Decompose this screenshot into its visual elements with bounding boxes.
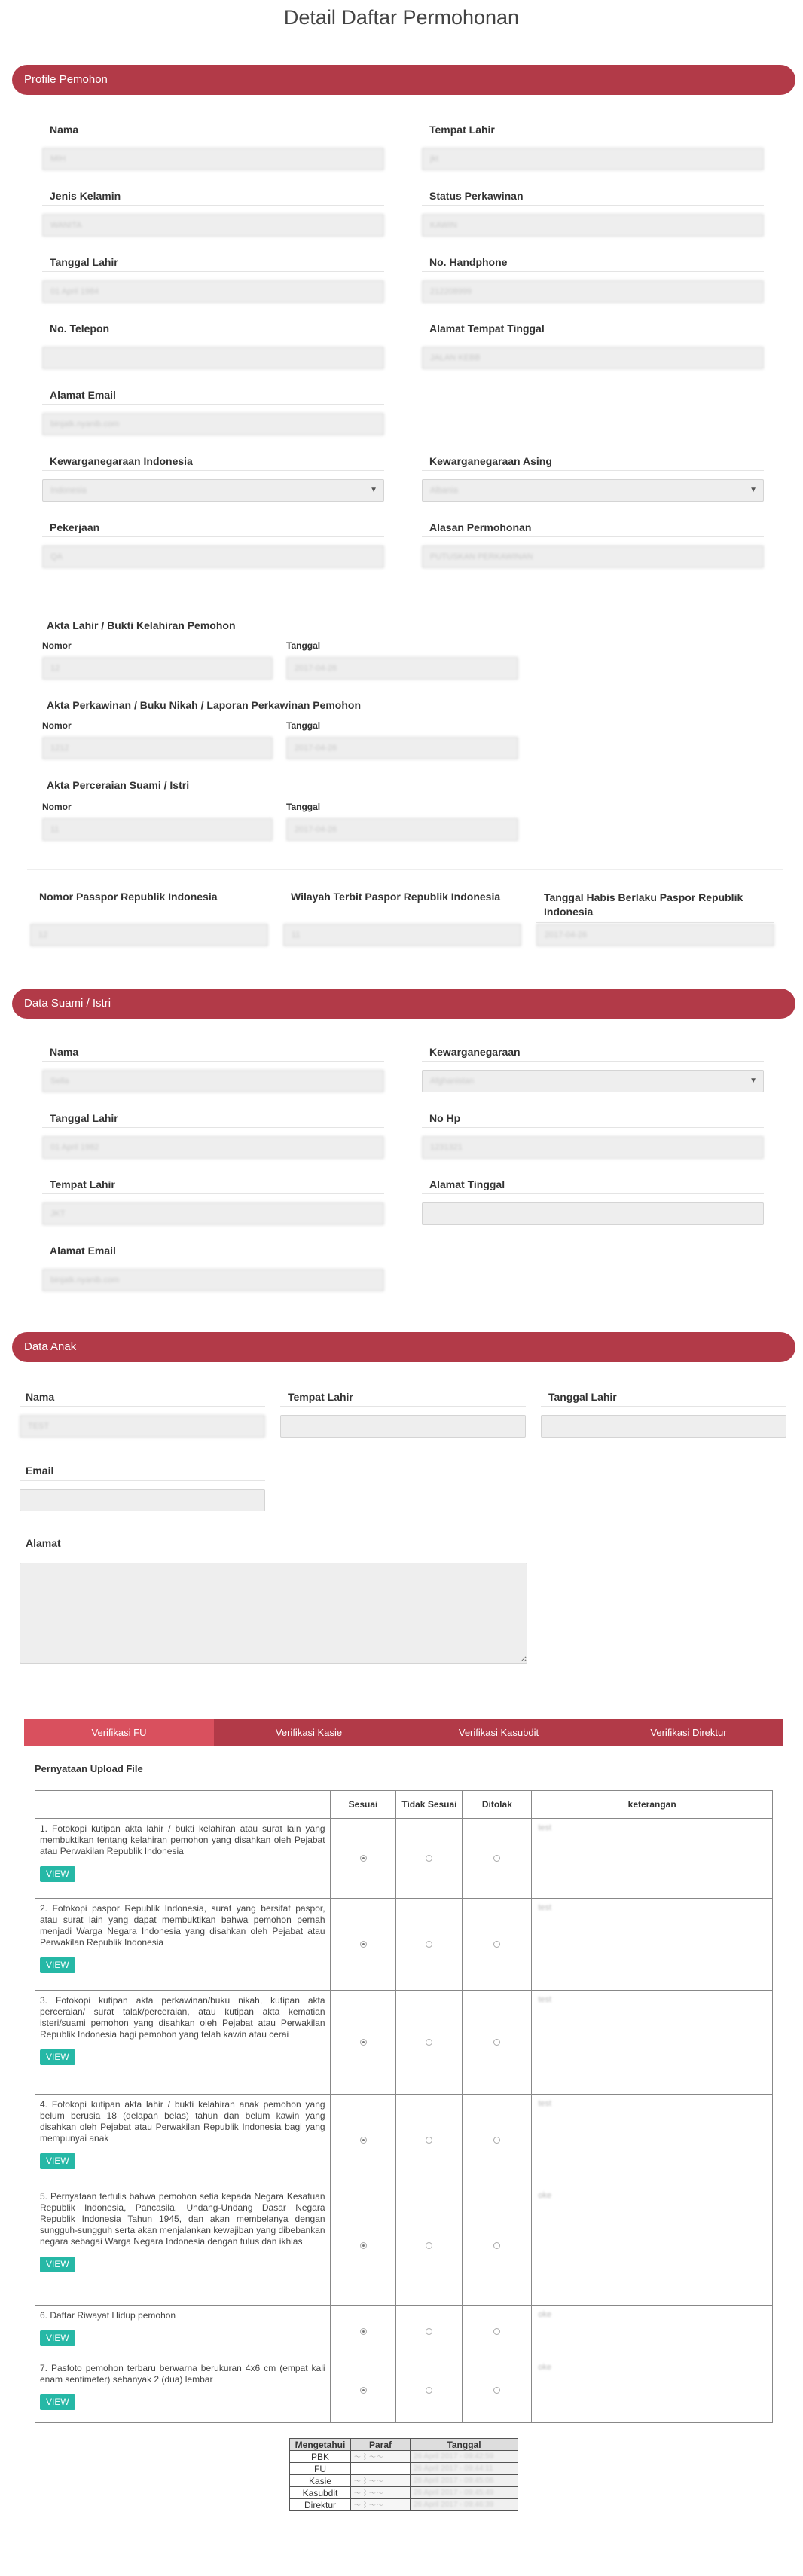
radio-tidak-sesuai[interactable] bbox=[426, 2387, 432, 2394]
signature-date-text: 26 April 2017 - 09:44:11 bbox=[414, 2464, 493, 2473]
radio-sesuai[interactable] bbox=[360, 1941, 367, 1948]
wilayah-paspor-input[interactable]: 11 bbox=[283, 924, 521, 946]
keterangan-cell[interactable] bbox=[532, 1899, 773, 1991]
page-title: Detail Daftar Permohonan bbox=[283, 6, 520, 29]
header-paraf: Paraf bbox=[351, 2439, 411, 2451]
table-row bbox=[35, 2095, 773, 2186]
radio-tidak-sesuai[interactable] bbox=[426, 2039, 432, 2046]
nomor-passpor-input[interactable]: 12 bbox=[30, 924, 268, 946]
alamat-tempat-tinggal-input[interactable]: JALAN KEBB bbox=[422, 347, 764, 369]
table-row bbox=[290, 2487, 518, 2499]
separator bbox=[42, 536, 384, 537]
label-spouse-nama: Nama bbox=[50, 1046, 79, 1058]
signature-date bbox=[411, 2499, 518, 2511]
separator bbox=[20, 1480, 265, 1481]
separator bbox=[422, 1193, 764, 1194]
tab-verifikasi-direktur[interactable]: Verifikasi Direktur bbox=[650, 1727, 727, 1738]
divider bbox=[27, 869, 783, 870]
table-row bbox=[35, 2306, 773, 2358]
keterangan-cell[interactable] bbox=[532, 2306, 773, 2358]
section-header-spouse: Data Suami / Istri bbox=[12, 989, 795, 1019]
label-akta-perkawinan: Akta Perkawinan / Buku Nikah / Laporan Perkawinan Pemohon bbox=[47, 699, 361, 711]
label-tanggal: Tanggal bbox=[286, 720, 321, 731]
radio-ditolak[interactable] bbox=[493, 1855, 500, 1862]
table-row bbox=[35, 1899, 773, 1991]
view-button[interactable]: VIEW bbox=[40, 2330, 75, 2346]
separator bbox=[42, 271, 384, 272]
tab-verifikasi-kasubdit[interactable]: Verifikasi Kasubdit bbox=[458, 1727, 539, 1738]
view-button[interactable]: VIEW bbox=[40, 2394, 75, 2410]
radio-sesuai[interactable] bbox=[360, 1855, 367, 1862]
doc-cell bbox=[35, 2306, 331, 2358]
label-spouse-kewarganegaraan: Kewarganegaraan bbox=[429, 1046, 521, 1058]
verification-tabs bbox=[24, 1719, 783, 1746]
separator bbox=[422, 1061, 764, 1062]
spouse-kewarganegaraan-select[interactable] bbox=[422, 1070, 764, 1092]
table-row bbox=[290, 2451, 518, 2463]
akta-perkawinan-nomor-input[interactable]: 1212 bbox=[42, 737, 273, 759]
keterangan-cell[interactable] bbox=[532, 2095, 773, 2186]
label-child-alamat: Alamat bbox=[26, 1537, 61, 1549]
table-row bbox=[35, 2358, 773, 2423]
nama-input[interactable]: MIH bbox=[42, 148, 384, 170]
signature-paraf-icon: ～⌇～～ bbox=[351, 2475, 411, 2487]
label-alasan-permohonan: Alasan Permohonan bbox=[429, 521, 532, 533]
akta-lahir-tanggal-input[interactable]: 2017-04-26 bbox=[286, 657, 518, 680]
doc-text: 2. Fotokopi paspor Republik Indonesia, surat yang bersifat paspor, atau surat lain yang dapat membuktikan bahwa pemohon pernah menjadi Warga Negara Indonesia yang disahkan oleh Pejabat atau Perwakilan Republik Indonesia bbox=[40, 1903, 325, 1948]
view-button[interactable]: VIEW bbox=[40, 1957, 75, 1973]
label-tempat-lahir: Tempat Lahir bbox=[429, 124, 495, 136]
signature-paraf-icon: ～⌇～～ bbox=[351, 2451, 411, 2463]
separator bbox=[42, 404, 384, 405]
label-wilayah-paspor: Wilayah Terbit Paspor Republik Indonesia bbox=[291, 891, 501, 903]
radio-tidak-sesuai[interactable] bbox=[426, 2137, 432, 2144]
radio-sesuai[interactable] bbox=[360, 2039, 367, 2046]
tab-verifikasi-fu[interactable]: Verifikasi FU bbox=[24, 1719, 214, 1746]
doc-cell bbox=[35, 2095, 331, 2186]
child-tempat-lahir-input[interactable] bbox=[280, 1415, 526, 1438]
label-child-nama: Nama bbox=[26, 1391, 55, 1403]
tab-verifikasi-kasie[interactable]: Verifikasi Kasie bbox=[275, 1727, 343, 1738]
table-row bbox=[290, 2463, 518, 2475]
separator bbox=[422, 271, 764, 272]
jenis-kelamin-input[interactable]: WANITA bbox=[42, 214, 384, 237]
upload-title: Pernyataan Upload File bbox=[35, 1763, 143, 1774]
keterangan-text: test bbox=[538, 1903, 552, 1912]
child-tanggal-lahir-input[interactable] bbox=[541, 1415, 786, 1438]
chevron-down-icon: ▼ bbox=[750, 486, 757, 494]
radio-sesuai[interactable] bbox=[360, 2328, 367, 2335]
doc-cell bbox=[35, 1819, 331, 1899]
kewarganegaraan-indonesia-select[interactable] bbox=[42, 479, 384, 502]
tempat-lahir-input[interactable]: jkt bbox=[422, 148, 764, 170]
separator bbox=[422, 205, 764, 206]
radio-tidak-sesuai[interactable] bbox=[426, 2242, 432, 2249]
spouse-kewarganegaraan-value: Afghanistan bbox=[430, 1077, 475, 1086]
spouse-alamat-email-input[interactable]: binjatk.nyanib.com bbox=[42, 1269, 384, 1291]
doc-text: 3. Fotokopi kutipan akta perkawinan/buku nikah, kutipan akta perceraian/ surat talak/perceraian, atau kutipan akta kematian isteri/suami pemohon yang disahkan oleh Pejabat atau Perwakilan Republik Indonesia bagi pemohon yang telah kawin atau cerai bbox=[40, 1995, 325, 2040]
label-no-handphone: No. Handphone bbox=[429, 256, 508, 268]
spouse-tempat-lahir-input[interactable]: JKT bbox=[42, 1202, 384, 1225]
keterangan-cell[interactable] bbox=[532, 1819, 773, 1899]
view-button[interactable]: VIEW bbox=[40, 2049, 75, 2065]
akta-perceraian-nomor-input[interactable]: 11 bbox=[42, 818, 273, 841]
header-ditolak: Ditolak bbox=[463, 1791, 532, 1819]
radio-tidak-sesuai[interactable] bbox=[426, 1941, 432, 1948]
label-tanggal: Tanggal bbox=[286, 640, 321, 651]
doc-text: 5. Pernyataan tertulis bahwa pemohon setia kepada Negara Kesatuan Republik Indonesia, Pancasila, Undang-Undang Dasar Negara Republik Indonesia Tahun 1945, dan akan membelanya dengan sungguh-sungguh serta akan menjalankan kewajiban yang dibebankan negara sebagai Warga Negara Indonesia dengan tulus dan ikhlas bbox=[40, 2191, 325, 2247]
alamat-email-input[interactable]: binjatk.nyanib.com bbox=[42, 413, 384, 435]
child-nama-input[interactable]: TEST bbox=[20, 1415, 265, 1438]
signature-date bbox=[411, 2487, 518, 2499]
radio-ditolak[interactable] bbox=[493, 2328, 500, 2335]
signature-paraf-icon: ～⌇～～ bbox=[351, 2499, 411, 2511]
signature-date-text: 26 April 2017 - 09:45:06 bbox=[414, 2477, 494, 2485]
keterangan-text: test bbox=[538, 1823, 552, 1832]
label-spouse-alamat-email: Alamat Email bbox=[50, 1245, 116, 1257]
view-button[interactable]: VIEW bbox=[40, 1866, 75, 1882]
label-tanggal: Tanggal bbox=[286, 802, 321, 812]
signature-date bbox=[411, 2451, 518, 2463]
doc-text: 7. Pasfoto pemohon terbaru berwarna berukuran 4x6 cm (empat kali enam sentimeter) sebanyak 2 (dua) lembar bbox=[40, 2363, 325, 2385]
table-row bbox=[290, 2475, 518, 2487]
signature-paraf-icon: ～⌇～～ bbox=[351, 2487, 411, 2499]
pekerjaan-input[interactable]: QA bbox=[42, 545, 384, 568]
akta-lahir-nomor-input[interactable]: 12 bbox=[42, 657, 273, 680]
radio-ditolak[interactable] bbox=[493, 2387, 500, 2394]
signature-role: Direktur bbox=[290, 2499, 351, 2511]
label-child-tanggal-lahir: Tanggal Lahir bbox=[548, 1391, 617, 1403]
header-tanggal: Tanggal bbox=[411, 2439, 518, 2451]
kewarganegaraan-asing-value: Albania bbox=[430, 486, 458, 495]
kewarganegaraan-asing-select[interactable] bbox=[422, 479, 764, 502]
label-child-tempat-lahir: Tempat Lahir bbox=[288, 1391, 353, 1403]
signature-paraf-icon bbox=[351, 2463, 411, 2475]
no-handphone-input[interactable]: 212208999 bbox=[422, 280, 764, 303]
keterangan-cell[interactable] bbox=[532, 2358, 773, 2423]
label-akta-perceraian: Akta Perceraian Suami / Istri bbox=[47, 779, 190, 791]
separator bbox=[422, 470, 764, 471]
radio-ditolak[interactable] bbox=[493, 2242, 500, 2249]
label-nomor: Nomor bbox=[42, 802, 72, 812]
label-pekerjaan: Pekerjaan bbox=[50, 521, 100, 533]
view-button[interactable]: VIEW bbox=[40, 2153, 75, 2169]
keterangan-text: oke bbox=[538, 2363, 552, 2372]
keterangan-text: oke bbox=[538, 2191, 552, 2200]
label-nama: Nama bbox=[50, 124, 79, 136]
keterangan-cell[interactable] bbox=[532, 2186, 773, 2306]
tanggal-habis-paspor-input[interactable]: 2017-04-26 bbox=[536, 924, 774, 946]
radio-tidak-sesuai[interactable] bbox=[426, 2328, 432, 2335]
signature-date bbox=[411, 2475, 518, 2487]
separator bbox=[42, 1127, 384, 1128]
signature-date bbox=[411, 2463, 518, 2475]
separator bbox=[541, 1406, 786, 1407]
keterangan-text: oke bbox=[538, 2310, 552, 2319]
view-button[interactable]: VIEW bbox=[40, 2257, 75, 2272]
label-akta-lahir: Akta Lahir / Bukti Kelahiran Pemohon bbox=[47, 619, 236, 631]
label-tanggal-lahir: Tanggal Lahir bbox=[50, 256, 118, 268]
doc-cell bbox=[35, 1991, 331, 2095]
doc-cell bbox=[35, 2358, 331, 2423]
label-tanggal-habis-paspor: Tanggal Habis Berlaku Paspor Republik Indonesia bbox=[544, 891, 743, 918]
spouse-nama-input[interactable]: Sella bbox=[42, 1070, 384, 1092]
verification-table bbox=[35, 1790, 773, 2423]
status-perkawinan-input[interactable]: KAWIN bbox=[422, 214, 764, 237]
table-row bbox=[290, 2499, 518, 2511]
keterangan-cell[interactable] bbox=[532, 1991, 773, 2095]
label-spouse-tempat-lahir: Tempat Lahir bbox=[50, 1178, 115, 1190]
tanggal-lahir-input[interactable]: 01 April 1984 bbox=[42, 280, 384, 303]
chevron-down-icon: ▼ bbox=[750, 1077, 757, 1085]
doc-text: 4. Fotokopi kutipan akta lahir / bukti kelahiran anak pemohon yang belum berusia 18 (delapan belas) tahun dan belum kawin yang disahkan oleh Pejabat atau Perwakilan Republik Indonesia bagi yang mempunyai anak bbox=[40, 2099, 325, 2144]
label-spouse-tanggal-lahir: Tanggal Lahir bbox=[50, 1112, 118, 1124]
label-no-telepon: No. Telepon bbox=[50, 322, 110, 335]
section-header-child: Data Anak bbox=[12, 1332, 795, 1362]
table-row bbox=[35, 2186, 773, 2306]
spouse-tanggal-lahir-input[interactable]: 01 April 1982 bbox=[42, 1136, 384, 1159]
akta-perceraian-tanggal-input[interactable]: 2017-04-26 bbox=[286, 818, 518, 841]
section-header-profile: Profile Pemohon bbox=[12, 65, 795, 95]
signature-date-text: 26 April 2017 - 09:45:49 bbox=[414, 2489, 494, 2497]
header-mengetahui: Mengetahui bbox=[290, 2439, 351, 2451]
doc-cell bbox=[35, 2186, 331, 2306]
label-spouse-alamat-tinggal: Alamat Tinggal bbox=[429, 1178, 505, 1190]
signature-role: PBK bbox=[290, 2451, 351, 2463]
separator bbox=[42, 205, 384, 206]
child-email-input[interactable] bbox=[20, 1489, 265, 1511]
separator bbox=[280, 1406, 526, 1407]
separator bbox=[422, 1127, 764, 1128]
radio-sesuai[interactable] bbox=[360, 2242, 367, 2249]
label-nomor-passpor: Nomor Passpor Republik Indonesia bbox=[39, 891, 218, 903]
radio-ditolak[interactable] bbox=[493, 2137, 500, 2144]
signature-role: FU bbox=[290, 2463, 351, 2475]
separator bbox=[536, 922, 774, 923]
signature-date-text: 26 April 2017 - 09:42:59 bbox=[414, 2452, 494, 2461]
radio-tidak-sesuai[interactable] bbox=[426, 1855, 432, 1862]
kewarganegaraan-indonesia-value: Indonesia bbox=[50, 486, 87, 495]
chevron-down-icon: ▼ bbox=[370, 486, 377, 494]
akta-perkawinan-tanggal-input[interactable]: 2017-04-26 bbox=[286, 737, 518, 759]
doc-text: 1. Fotokopi kutipan akta lahir / bukti kelahiran atau surat lain yang membuktikan tentang kelahiran pemohon yang disahkan oleh Pejabat atau Perwakilan Republik Indonesia bbox=[40, 1823, 325, 1856]
label-status-perkawinan: Status Perkawinan bbox=[429, 190, 524, 202]
separator bbox=[42, 1061, 384, 1062]
header-sesuai: Sesuai bbox=[330, 1791, 396, 1819]
spouse-alamat-tinggal-input[interactable] bbox=[422, 1202, 764, 1225]
child-alamat-textarea[interactable] bbox=[20, 1563, 527, 1664]
radio-ditolak[interactable] bbox=[493, 2039, 500, 2046]
signature-role: Kasie bbox=[290, 2475, 351, 2487]
separator bbox=[42, 470, 384, 471]
separator bbox=[422, 536, 764, 537]
doc-cell bbox=[35, 1899, 331, 1991]
header-dokumen bbox=[35, 1791, 331, 1819]
label-nomor: Nomor bbox=[42, 720, 72, 731]
table-row bbox=[35, 1819, 773, 1899]
label-child-email: Email bbox=[26, 1465, 54, 1477]
radio-sesuai[interactable] bbox=[360, 2137, 367, 2144]
separator bbox=[20, 1406, 265, 1407]
label-jenis-kelamin: Jenis Kelamin bbox=[50, 190, 121, 202]
no-telepon-input[interactable] bbox=[42, 347, 384, 369]
radio-sesuai[interactable] bbox=[360, 2387, 367, 2394]
separator bbox=[42, 1193, 384, 1194]
header-keterangan: keterangan bbox=[532, 1791, 773, 1819]
keterangan-text: test bbox=[538, 2099, 552, 2108]
label-nomor: Nomor bbox=[42, 640, 72, 651]
keterangan-text: test bbox=[538, 1995, 552, 2004]
header-tidak-sesuai: Tidak Sesuai bbox=[396, 1791, 463, 1819]
doc-text: 6. Daftar Riwayat Hidup pemohon bbox=[40, 2310, 176, 2321]
label-kewarganegaraan-asing: Kewarganegaraan Asing bbox=[429, 455, 552, 467]
signature-table bbox=[289, 2438, 518, 2511]
spouse-no-hp-input[interactable]: 1231321 bbox=[422, 1136, 764, 1159]
radio-ditolak[interactable] bbox=[493, 1941, 500, 1948]
signature-role: Kasubdit bbox=[290, 2487, 351, 2499]
signature-date-text: 26 April 2017 - 09:46:39 bbox=[414, 2501, 494, 2509]
table-row bbox=[35, 1991, 773, 2095]
label-kewarganegaraan-indonesia: Kewarganegaraan Indonesia bbox=[50, 455, 193, 467]
label-spouse-no-hp: No Hp bbox=[429, 1112, 461, 1124]
alasan-permohonan-input[interactable]: PUTUSKAN PERKAWINAN bbox=[422, 545, 764, 568]
label-alamat-tempat-tinggal: Alamat Tempat Tinggal bbox=[429, 322, 545, 335]
label-alamat-email: Alamat Email bbox=[50, 389, 116, 401]
